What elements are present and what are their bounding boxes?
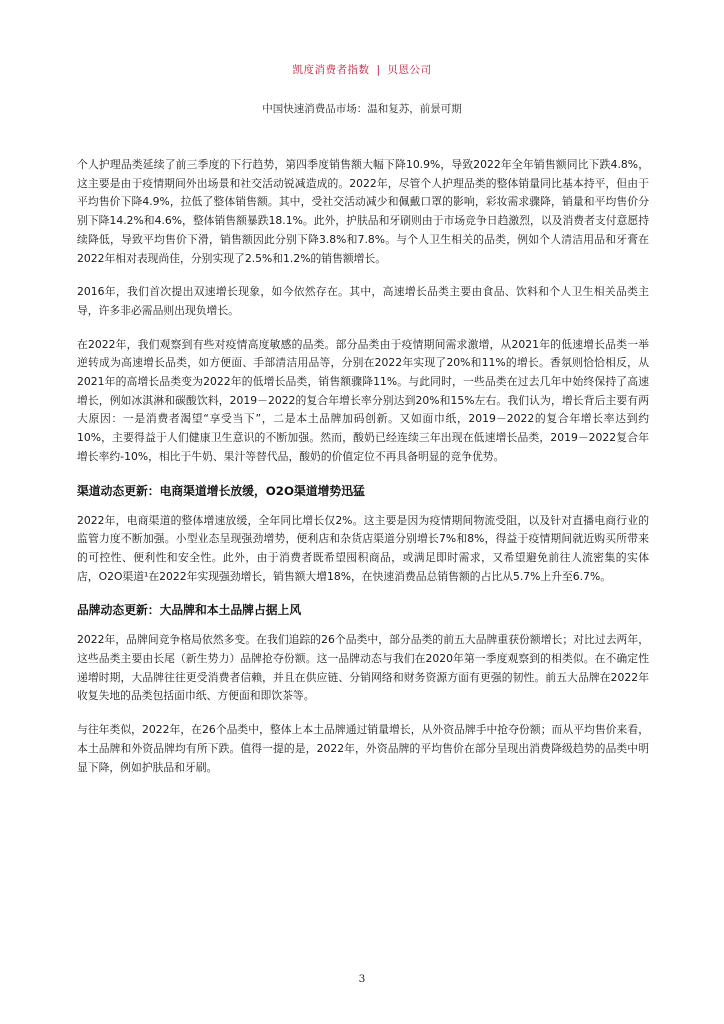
paragraph-covid-categories: 在2022年，我们观察到有些对疫情高度敏感的品类。部分品类由于疫情期间需求激增，从2021年的低速增长品类一举逆转成为高速增长品类，如方便面、手部清洁用品等，分别在2022年实现了20%和11%的增长。香氛则恰恰相反，从2021年的高增长品类变为2022年的低增长品类，销售额骤降11%。与此同时，一些品类在过去几年中始终保持了高速增长，例如冰淇淋和碳酸饮料，2019－2022的复合年增长率分别达到20%和15%左右。我们认为，增长背后主要有两大原因：一是消费者渴望“享受当下”，二是本土品牌加码创新。又如面巾纸，2019－2022的复合年增长率达到约10%，主要得益于人们健康卫生意识的不断加强。然而，酸奶已经连续三年出现在低速增长品类，2019－2022复合年增长率约-10%，相比于牛奶、果汁等替代品，酸奶的价值定位不再具备明显的竞争优势。: [77, 337, 649, 463]
report-subtitle: 中国快速消费品市场：温和复苏，前景可期: [262, 103, 462, 115]
section-heading-brand: 品牌动态更新：大品牌和本土品牌占据上风: [77, 603, 302, 618]
paragraph-brand-landscape: 2022年，品牌间竞争格局依然多变。在我们追踪的26个品类中，部分品类的前五大品牌重获份额增长；对比过去两年，这些品类主要由长尾（新生势力）品牌抢夺份额。这一品牌动态与我们在2020年第一季度观察到的相类似。在不确定性递增时期，大品牌往往更受消费者信赖，并且在供应链、分销网络和财务资源方面有更强的韧性。前五大品牌在2022年收复失地的品类包括面巾纸、方便面和即饮茶等。: [77, 633, 649, 703]
paragraph-local-brands: 与往年类似，2022年，在26个品类中，整体上本土品牌通过销量增长，从外资品牌手中抢夺份额；而从平均售价来看，本土品牌和外资品牌均有所下跌。值得一提的是，2022年，外资品牌的平均售价在部分呈现出消费降级趋势的品类中明显下降，例如护肤品和牙刷。: [77, 723, 649, 774]
page-number: 3: [358, 973, 366, 985]
page-body: [77, 156, 649, 792]
paragraph-dual-speed: 2016年，我们首次提出双速增长现象，如今依然存在。其中，高速增长品类主要由食品、饮料和个人卫生相关品类主导，许多非必需品则出现负增长。: [77, 285, 649, 317]
section-heading-channel: 渠道动态更新：电商渠道增长放缓，O2O渠道增势迅猛: [77, 483, 365, 498]
report-header: [0, 62, 724, 77]
paragraph-channel: 2022年，电商渠道的整体增速放缓，全年同比增长仅2%。这主要是因为疫情期间物流受阻，以及针对直播电商行业的监管力度不断加强。小型业态呈现强劲增势，便利店和杂货店渠道分别增长7%和8%，得益于疫情期间就近购买所带来的可控性、便利性和安全性。此外，由于消费者既希望囤积商品，或满足即时需求，又希望避免前往人流密集的实体店，O2O渠道¹在2022年实现强劲增长，销售额大增18%，在快速消费品总销售额的占比从5.7%上升至6.7%。: [77, 513, 649, 583]
paragraph-personal-care: 个人护理品类延续了前三季度的下行趋势，第四季度销售额大幅下降10.9%，导致2022年全年销售额同比下跌4.8%，这主要是由于疫情期间外出场景和社交活动锐减造成的。2022年，尽管个人护理品类的整体销量同比基本持平，但由于平均售价下降4.9%，拉低了整体销售额。其中，受社交活动减少和佩戴口罩的影响，彩妆需求骤降，销量和平均售价分别下降14.2%和4.6%，整体销售额暴跌18.1%。此外，护肤品和牙刷则由于市场竞争日趋激烈，以及消费者支付意愿持续降低，导致平均售价下滑，销售额因此分别下降3.8%和7.8%。与个人卫生相关的品类，例如个人清洁用品和牙膏在2022年相对表现尚佳，分别实现了2.5%和1.2%的销售额增长。: [77, 158, 649, 265]
header-publisher-kantar: 凯度消费者指数: [292, 64, 370, 76]
header-publisher-bain: 贝恩公司: [387, 64, 432, 76]
header-separator: |: [376, 64, 381, 76]
